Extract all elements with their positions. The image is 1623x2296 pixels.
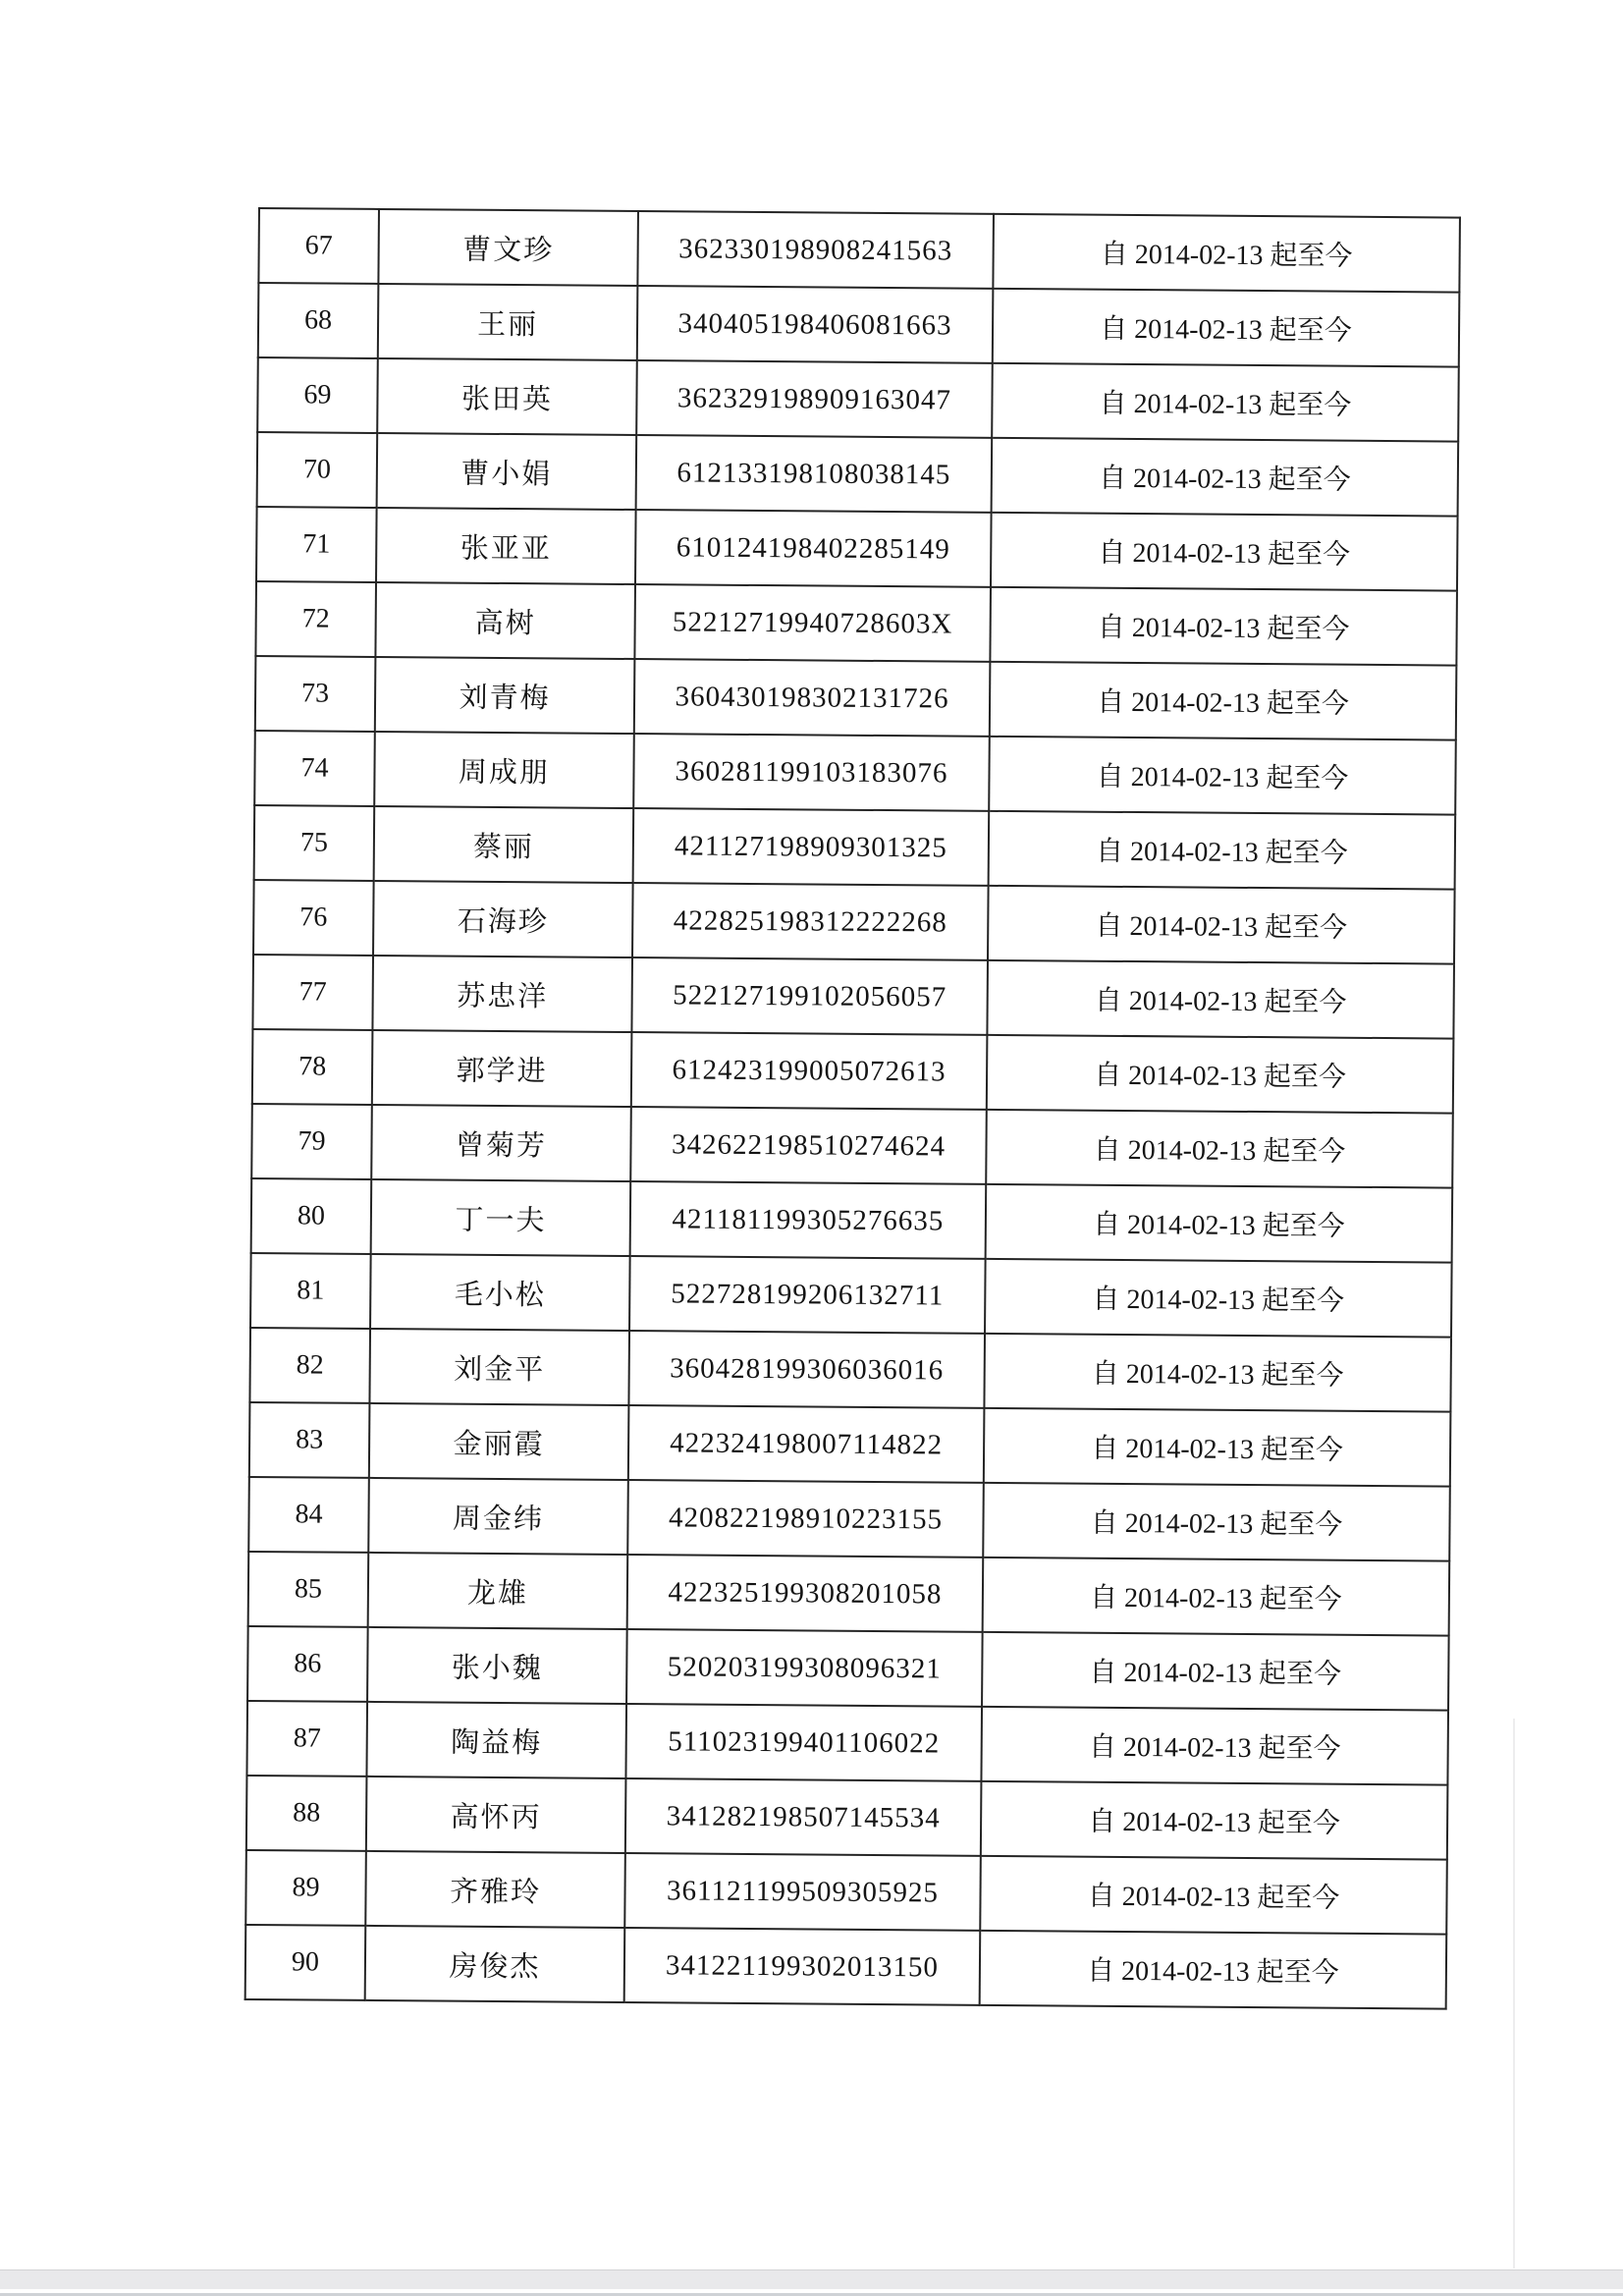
period-cell: 自 2014-02-13 起至今 xyxy=(987,960,1454,1039)
table-row xyxy=(245,1925,1447,2009)
name-cell: 苏忠洋 xyxy=(372,956,632,1032)
table-row xyxy=(251,1178,1453,1263)
row-index-cell: 88 xyxy=(246,1776,367,1851)
row-index-cell: 89 xyxy=(245,1850,366,1926)
period-cell: 自 2014-02-13 起至今 xyxy=(984,1334,1451,1412)
name-cell: 周金纬 xyxy=(368,1478,628,1555)
name-cell: 金丽霞 xyxy=(369,1403,629,1480)
table-row xyxy=(248,1477,1450,1561)
row-index-cell: 86 xyxy=(247,1626,368,1702)
period-cell: 自 2014-02-13 起至今 xyxy=(993,214,1460,293)
table-row xyxy=(247,1626,1449,1711)
name-cell: 龙雄 xyxy=(368,1553,628,1629)
name-cell: 曹文珍 xyxy=(378,209,638,286)
row-index-cell: 76 xyxy=(253,880,374,956)
table-row xyxy=(249,1402,1451,1487)
row-index-cell: 70 xyxy=(257,432,378,508)
name-cell: 蔡丽 xyxy=(374,806,634,883)
period-cell: 自 2014-02-13 起至今 xyxy=(984,1408,1451,1487)
table-row xyxy=(251,1104,1453,1188)
name-cell: 张小魏 xyxy=(367,1627,627,1704)
period-cell: 自 2014-02-13 起至今 xyxy=(992,363,1459,442)
name-cell: 王丽 xyxy=(378,284,638,360)
table-row xyxy=(249,1328,1451,1412)
id-number-cell: 421181199305276635 xyxy=(630,1181,987,1259)
id-number-cell: 360428199306036016 xyxy=(628,1331,985,1408)
id-number-cell: 522728199206132711 xyxy=(629,1256,986,1334)
row-index-cell: 90 xyxy=(245,1925,366,2000)
period-cell: 自 2014-02-13 起至今 xyxy=(993,289,1460,367)
period-cell: 自 2014-02-13 起至今 xyxy=(989,737,1456,815)
name-cell: 毛小松 xyxy=(370,1254,630,1331)
table-row xyxy=(256,507,1458,591)
scan-artifact-bottom-band xyxy=(0,2269,1623,2289)
name-cell: 齐雅玲 xyxy=(365,1851,625,1928)
name-cell: 曾菊芳 xyxy=(371,1105,631,1181)
name-cell: 张亚亚 xyxy=(376,508,636,584)
id-number-cell: 340405198406081663 xyxy=(637,286,994,363)
period-cell: 自 2014-02-13 起至今 xyxy=(987,1035,1454,1114)
id-number-cell: 612133198108038145 xyxy=(636,435,993,513)
row-index-cell: 81 xyxy=(250,1253,371,1329)
id-number-cell: 52212719940728603X xyxy=(634,584,991,662)
row-index-cell: 73 xyxy=(255,656,376,732)
id-number-cell: 520203199308096321 xyxy=(626,1629,983,1707)
period-cell: 自 2014-02-13 起至今 xyxy=(990,587,1457,666)
id-number-cell: 610124198402285149 xyxy=(635,510,992,587)
roster-table xyxy=(244,207,1461,2010)
name-cell: 丁一夫 xyxy=(371,1179,631,1256)
period-cell: 自 2014-02-13 起至今 xyxy=(983,1558,1450,1636)
row-index-cell: 78 xyxy=(252,1029,373,1105)
id-number-cell: 362330198908241563 xyxy=(637,211,994,289)
scan-artifact-right-edge xyxy=(1513,1719,1515,2269)
period-cell: 自 2014-02-13 起至今 xyxy=(992,438,1459,517)
table-row xyxy=(246,1701,1448,1785)
period-cell: 自 2014-02-13 起至今 xyxy=(990,662,1457,740)
table-row xyxy=(253,880,1455,964)
period-cell: 自 2014-02-13 起至今 xyxy=(980,1931,1447,2009)
row-index-cell: 83 xyxy=(249,1402,370,1478)
period-cell: 自 2014-02-13 起至今 xyxy=(983,1483,1450,1561)
id-number-cell: 360281199103183076 xyxy=(633,734,990,811)
period-cell: 自 2014-02-13 起至今 xyxy=(986,1110,1453,1188)
row-index-cell: 67 xyxy=(258,208,379,284)
name-cell: 石海珍 xyxy=(373,881,633,957)
table-row xyxy=(246,1776,1448,1860)
period-cell: 自 2014-02-13 起至今 xyxy=(981,1781,1448,1860)
id-number-cell: 511023199401106022 xyxy=(625,1704,982,1781)
table-row xyxy=(248,1552,1450,1636)
name-cell: 刘金平 xyxy=(369,1329,629,1405)
name-cell: 刘青梅 xyxy=(375,657,635,734)
row-index-cell: 84 xyxy=(248,1477,369,1553)
period-cell: 自 2014-02-13 起至今 xyxy=(989,811,1456,890)
row-index-cell: 82 xyxy=(249,1328,370,1403)
id-number-cell: 422825198312222268 xyxy=(632,883,989,960)
id-number-cell: 361121199509305925 xyxy=(624,1853,981,1931)
id-number-cell: 422325199308201058 xyxy=(627,1555,984,1632)
table-row xyxy=(255,581,1457,666)
period-cell: 自 2014-02-13 起至今 xyxy=(986,1184,1453,1263)
table-row xyxy=(245,1850,1447,1935)
row-index-cell: 69 xyxy=(257,357,378,433)
id-number-cell: 360430198302131726 xyxy=(634,659,991,737)
row-index-cell: 80 xyxy=(251,1178,372,1254)
row-index-cell: 87 xyxy=(246,1701,367,1777)
table-row xyxy=(257,357,1459,442)
table-row xyxy=(254,731,1456,815)
name-cell: 高怀丙 xyxy=(366,1777,626,1853)
table-row xyxy=(257,432,1459,517)
id-number-cell: 362329198909163047 xyxy=(636,360,993,438)
roster-table-body xyxy=(245,208,1460,2009)
id-number-cell: 422324198007114822 xyxy=(628,1405,985,1483)
table-row xyxy=(254,805,1456,890)
table-row xyxy=(252,955,1454,1039)
id-number-cell: 420822198910223155 xyxy=(627,1480,984,1558)
row-index-cell: 72 xyxy=(255,581,376,657)
period-cell: 自 2014-02-13 起至今 xyxy=(982,1632,1449,1711)
table-row xyxy=(255,656,1457,740)
period-cell: 自 2014-02-13 起至今 xyxy=(980,1856,1447,1935)
row-index-cell: 74 xyxy=(254,731,375,806)
row-index-cell: 68 xyxy=(258,283,379,358)
row-index-cell: 71 xyxy=(256,507,377,582)
period-cell: 自 2014-02-13 起至今 xyxy=(985,1259,1452,1338)
id-number-cell: 341221199302013150 xyxy=(624,1928,981,2005)
period-cell: 自 2014-02-13 起至今 xyxy=(988,886,1455,964)
row-index-cell: 75 xyxy=(254,805,375,881)
row-index-cell: 77 xyxy=(252,955,373,1030)
id-number-cell: 522127199102056057 xyxy=(631,957,988,1035)
name-cell: 高树 xyxy=(375,582,635,659)
name-cell: 郭学进 xyxy=(372,1030,632,1107)
name-cell: 张田英 xyxy=(377,358,637,435)
table-row xyxy=(258,283,1460,367)
name-cell: 陶益梅 xyxy=(366,1702,626,1778)
table-row xyxy=(258,208,1460,293)
id-number-cell: 612423199005072613 xyxy=(631,1032,988,1110)
id-number-cell: 342622198510274624 xyxy=(630,1107,987,1184)
name-cell: 曹小娟 xyxy=(377,433,637,510)
period-cell: 自 2014-02-13 起至今 xyxy=(981,1707,1448,1785)
id-number-cell: 421127198909301325 xyxy=(633,808,990,886)
row-index-cell: 85 xyxy=(248,1552,369,1627)
name-cell: 周成朋 xyxy=(374,732,634,808)
period-cell: 自 2014-02-13 起至今 xyxy=(991,513,1458,591)
table-row xyxy=(252,1029,1454,1114)
row-index-cell: 79 xyxy=(251,1104,372,1179)
id-number-cell: 341282198507145534 xyxy=(625,1778,982,1856)
table-row xyxy=(250,1253,1452,1338)
name-cell: 房俊杰 xyxy=(365,1926,625,2002)
